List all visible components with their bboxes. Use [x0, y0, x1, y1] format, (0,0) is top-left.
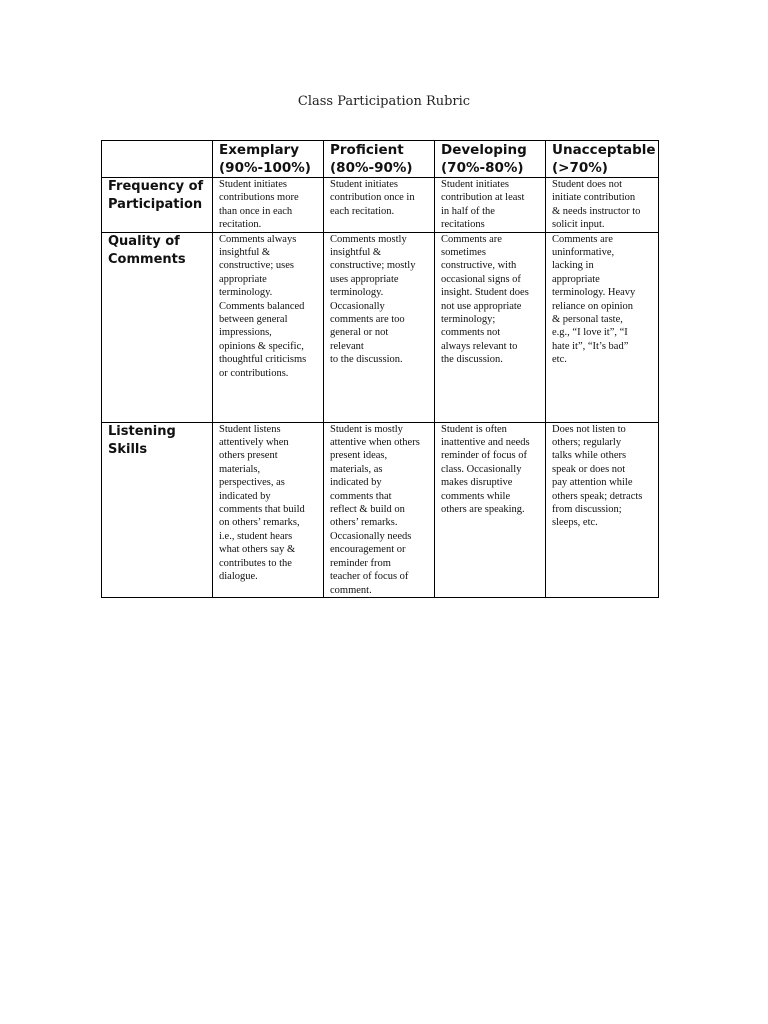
row-label-frequency: Frequency of Participation: [102, 178, 213, 233]
row-label-listening: Listening Skills: [102, 422, 213, 597]
column-range: (80%-90%): [330, 160, 413, 176]
criteria-cell: Student is often inattentive and needs reminder of focus of class. Occasionally makes disruptive comments while others are speaking.: [435, 422, 546, 597]
criteria-cell: Comments always insightful & constructive; uses appropriate terminology. Comments balanced between general impressions, opinions & specific, thoughtful criticisms or contributions.: [213, 232, 324, 422]
criteria-cell: Student is mostly attentive when others present ideas, materials, as indicated by comments that reflect & build on others’ remarks. Occasionally needs encouragement or reminder from teacher of focus of comment.: [324, 422, 435, 597]
criteria-cell: Does not listen to others; regularly talks while others speak or does not pay attention while others speak; detracts from discussion; sleeps, etc.: [546, 422, 659, 597]
column-header-exemplary: [213, 141, 324, 178]
column-range: (90%-100%): [219, 160, 311, 176]
column-name: Developing: [441, 142, 527, 158]
corner-cell: [102, 141, 213, 178]
rubric-table: [101, 140, 659, 598]
column-name: Proficient: [330, 142, 404, 158]
column-range: (70%-80%): [441, 160, 524, 176]
column-header-unacceptable: [546, 141, 659, 178]
criteria-cell: Student initiates contributions more than once in each recitation.: [213, 178, 324, 233]
rubric-row-quality: [102, 232, 659, 422]
criteria-cell: Student initiates contribution at least in half of the recitations: [435, 178, 546, 233]
rubric-row-listening: [102, 422, 659, 597]
rubric-row-frequency: [102, 178, 659, 233]
criteria-cell: Student initiates contribution once in each recitation.: [324, 178, 435, 233]
criteria-cell: Student listens attentively when others present materials, perspectives, as indicated by comments that build on others’ remarks, i.e., student hears what others say & contributes to the dialogue.: [213, 422, 324, 597]
row-label-quality: Quality of Comments: [102, 232, 213, 422]
criteria-cell: Comments mostly insightful & constructive; mostly uses appropriate terminology. Occasionally comments are too general or not relevant to the discussion.: [324, 232, 435, 422]
column-name: Exemplary: [219, 142, 300, 158]
header-row: [102, 141, 659, 178]
column-header-developing: [435, 141, 546, 178]
page-title: Class Participation Rubric: [297, 94, 471, 109]
column-name: Unacceptable: [552, 142, 656, 158]
criteria-cell: Comments are sometimes constructive, with occasional signs of insight. Student does not use appropriate terminology; comments not always relevant to the discussion.: [435, 232, 546, 422]
column-range: (>70%): [552, 160, 608, 176]
criteria-cell: Comments are uninformative, lacking in appropriate terminology. Heavy reliance on opinion & personal taste, e.g., “I love it”, “I hate it”, “It’s bad” etc.: [546, 232, 659, 422]
column-header-proficient: [324, 141, 435, 178]
criteria-cell: Student does not initiate contribution & needs instructor to solicit input.: [546, 178, 659, 233]
